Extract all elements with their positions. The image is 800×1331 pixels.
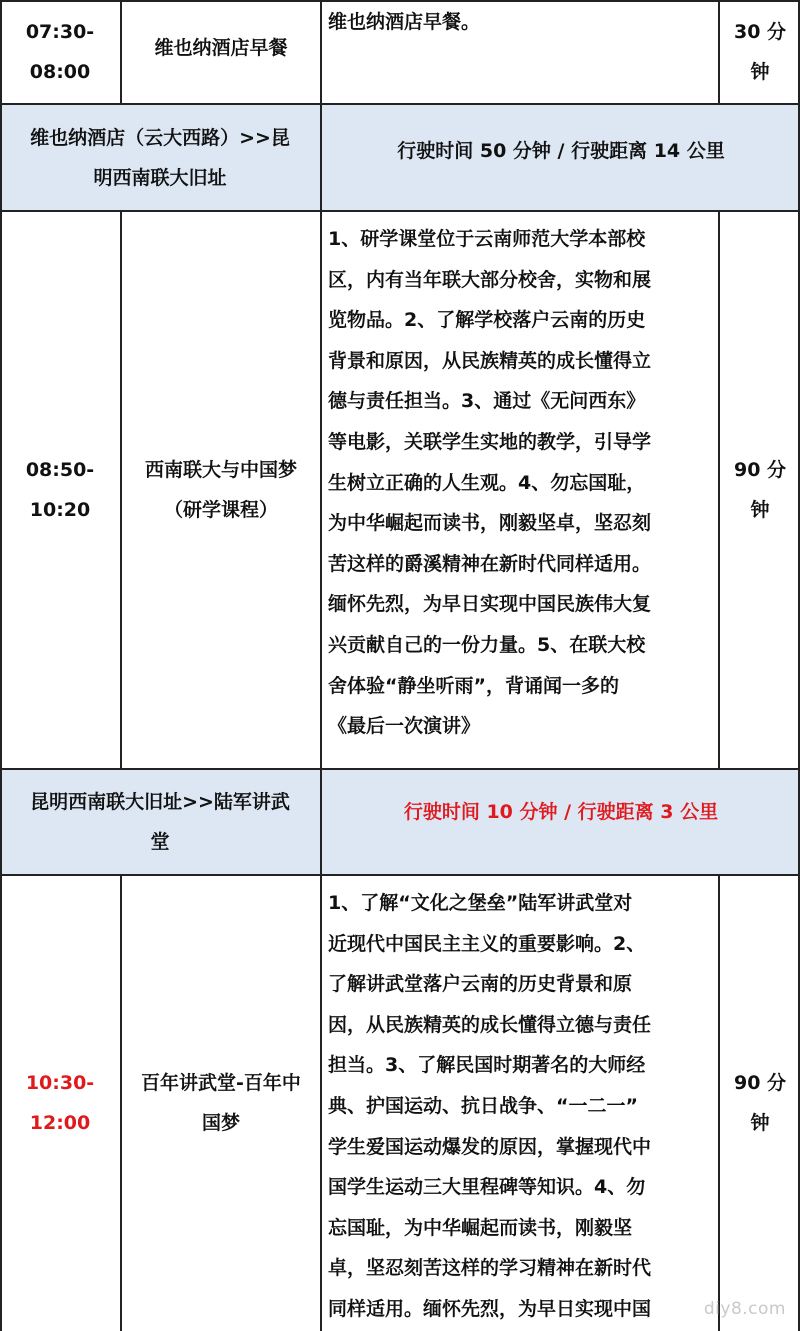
time-cell: 08:50- 10:20 [25, 459, 95, 521]
duration-cell: 90 分 钟 [733, 1072, 787, 1134]
route-cell: 维也纳酒店（云大西路）>>昆 明西南联大旧址 [30, 126, 290, 189]
duration-cell: 90 分 钟 [733, 459, 787, 521]
description-cell: 1、研学课堂位于云南师范大学本部校 区，内有当年联大部分校舍，实物和展 览物品。2、了解学校落户云南的历史 背景和原因，从民族精英的成长懂得立 德与责任担当。3、通过《无问西东》 等电影，关联学生实地的教学，引导学 生树立正确的人生观。4、勿忘国耻， 为中华崛起而读书，刚毅坚卓，坚忍刻 苦这样的爵溪精神在新时代同样适用。 缅怀先烈，为早日实现中国民族伟大复 兴贡献自己的一份力量。5、在联大校 舍体验“静坐听雨”，背诵闻一多的 《最后一次演讲》 [328, 228, 652, 738]
description-cell: 维也纳酒店早餐。 [328, 11, 481, 33]
table-border [0, 0, 2, 1331]
travel-info-cell: 行驶时间 50 分钟 / 行驶距离 14 公里 [397, 140, 725, 162]
time-cell: 10:30- 12:00 [25, 1072, 95, 1134]
activity-cell: 百年讲武堂-百年中 国梦 [141, 1072, 301, 1134]
time-cell: 07:30- 08:00 [25, 21, 95, 83]
travel-info-cell: 行驶时间 10 分钟 / 行驶距离 3 公里 [403, 801, 719, 823]
activity-cell: 西南联大与中国梦 （研学课程） [144, 459, 297, 521]
duration-cell: 30 分 钟 [733, 21, 787, 83]
table-border [120, 875, 122, 1331]
table-border [120, 211, 122, 769]
description-cell: 1、了解“文化之堡垒”陆军讲武堂对 近现代中国民主主义的重要影响。2、 了解讲武堂落户云南的历史背景和原 因，从民族精英的成长懂得立德与责任 担当。3、了解民国时期著名的大师经 典、护国运动、抗日战争、“一二一” 学生爱国运动爆发的原因，掌握现代中 国学生运动三大里程碑等知识。4、勿 忘国耻，为中华崛起而读书，刚毅坚 卓，坚忍刻苦这样的学习精神在新时代 同样适用。缅怀先烈，为早日实现中国 [328, 892, 652, 1320]
watermark: diy8.com [703, 1299, 786, 1319]
table-border [718, 211, 720, 769]
activity-cell: 维也纳酒店早餐 [154, 36, 288, 59]
route-cell: 昆明西南联大旧址>>陆军讲武 堂 [30, 791, 290, 853]
table-border [320, 0, 322, 1331]
table-border [718, 875, 720, 1331]
table-border [120, 0, 122, 104]
table-border [718, 0, 720, 104]
